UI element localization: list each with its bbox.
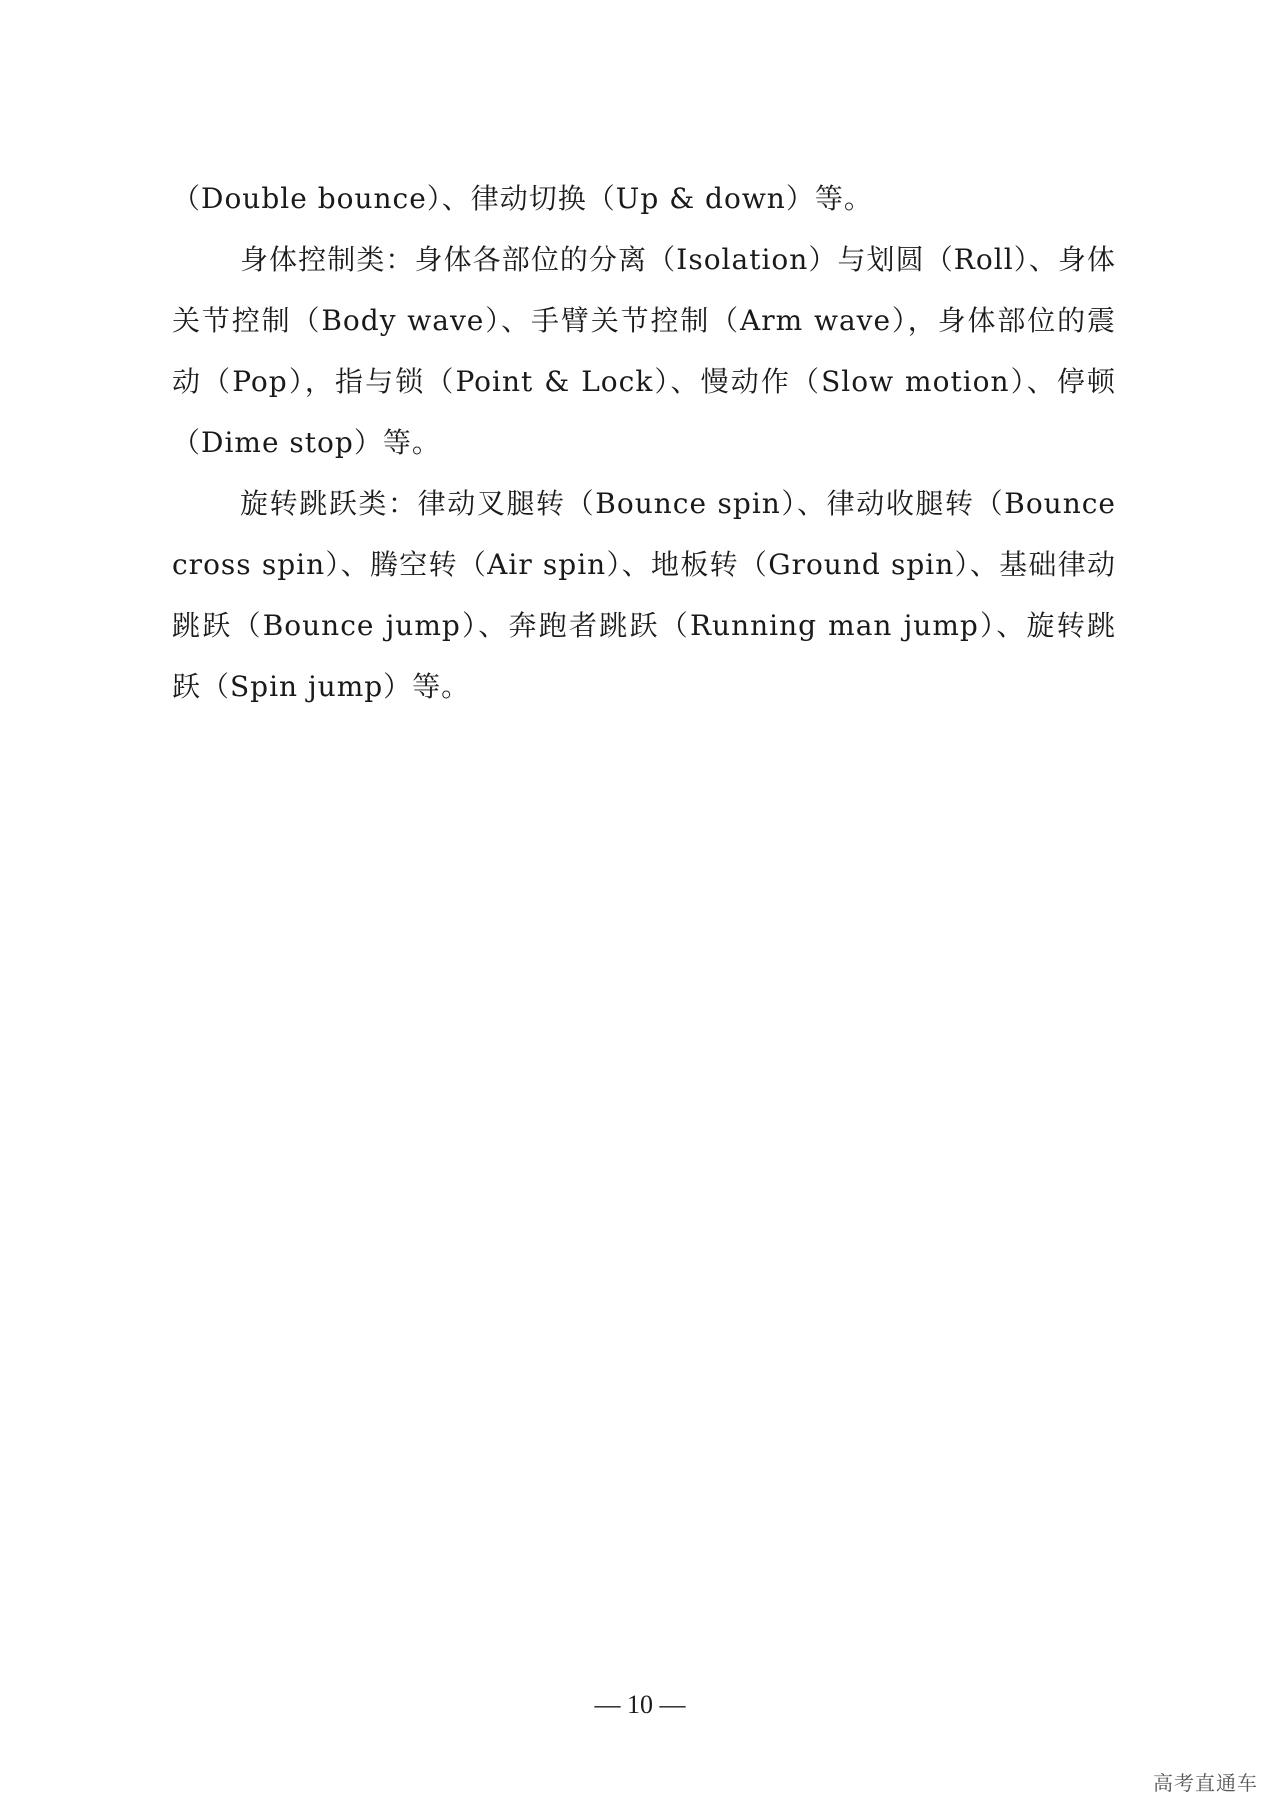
paragraph-text: 身体各部位的分离（Isolation）与划圆（Roll）、身体关节控制（Body wave）、手臂关节控制（Arm wave），身体部位的震动（Pop），指与锁（Point & Lock）、慢动作（Slow motion）、停顿（Dime stop）等。 <box>172 243 1116 459</box>
document-body <box>172 168 1116 717</box>
page-number: — 10 — <box>594 1690 686 1719</box>
watermark: 高考直通车 <box>1153 1771 1258 1795</box>
paragraph-text: 律动叉腿转（Bounce spin）、律动收腿转（Bounce cross spin）、腾空转（Air spin）、地板转（Ground spin）、基础律动跳跃（Bounce jump）、奔跑者跳跃（Running man jump）、旋转跳跃（Spin jump）等。 <box>172 487 1116 703</box>
paragraph-continuation <box>172 168 1116 229</box>
paragraph-heading: 身体控制类： <box>240 243 415 276</box>
paragraph-text: （Double bounce）、律动切换（Up & down）等。 <box>172 182 873 215</box>
paragraph-spin-jump <box>172 473 1116 717</box>
paragraph-body-control <box>172 229 1116 473</box>
paragraph-heading: 旋转跳跃类： <box>240 487 418 520</box>
